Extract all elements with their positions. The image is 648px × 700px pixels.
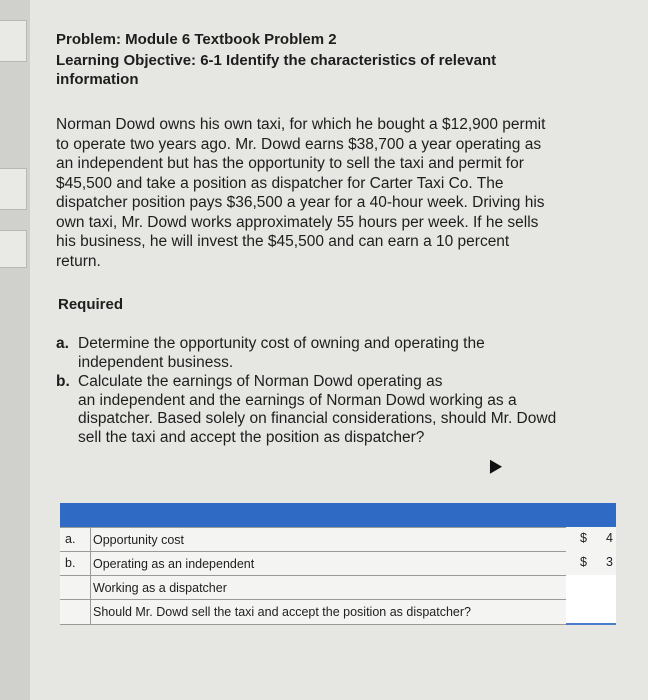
table-row (60, 599, 566, 625)
table-row (60, 527, 566, 552)
problem-title: Problem: Module 6 Textbook Problem 2 (56, 31, 337, 48)
left-edge-strip (0, 0, 30, 700)
description-line: an independent but has the opportunity to sell the taxi and permit for (56, 155, 524, 172)
row-label: Should Mr. Dowd sell the taxi and accept the position as dispatcher? (90, 600, 567, 624)
table-row (60, 575, 566, 600)
independent-earnings-input[interactable] (566, 551, 616, 575)
description-line: dispatcher position pays $36,500 a year for a 40-hour week. Driving his (56, 194, 545, 211)
currency-symbol: $ (580, 531, 587, 545)
requirement-line: Calculate the earnings of Norman Dowd operating as (78, 373, 443, 390)
required-heading: Required (58, 296, 124, 313)
answer-value: 3 (606, 555, 613, 569)
learning-objective-cont: information (56, 71, 139, 88)
requirement-a (78, 335, 618, 372)
learning-objective: Learning Objective: 6-1 Identify the characteristics of relevant (56, 52, 497, 69)
description-line: his business, he will invest the $45,500 and can earn a 10 percent (56, 233, 510, 250)
side-panel-box (0, 230, 27, 268)
description-line: own taxi, Mr. Dowd works approximately 55 hours per week. If he sells (56, 213, 539, 231)
requirement-line: an independent and the earnings of Norman Dowd working as a (78, 391, 517, 409)
row-label: Operating as an independent (90, 552, 567, 576)
requirement-letter: b. (56, 373, 70, 390)
requirement-line: sell the taxi and accept the position as dispatcher? (78, 428, 425, 446)
side-panel-box (0, 20, 27, 62)
dispatcher-earnings-input[interactable] (566, 575, 616, 601)
requirement-b (78, 373, 623, 447)
requirement-line: Determine the opportunity cost of owning and operating the (78, 335, 485, 352)
row-label: Working as a dispatcher (90, 576, 567, 600)
opportunity-cost-input[interactable] (566, 527, 616, 551)
answer-table (60, 503, 616, 633)
row-letter: a. (65, 532, 76, 546)
requirement-letter: a. (56, 335, 69, 352)
table-row (60, 551, 566, 576)
description-line: to operate two years ago. Mr. Dowd earns $38,700 a year operating as (56, 135, 542, 153)
decision-dropdown[interactable] (566, 599, 616, 625)
row-label: Opportunity cost (90, 528, 567, 552)
side-panel-box (0, 168, 27, 210)
table-header (60, 503, 616, 527)
problem-description (56, 115, 628, 271)
description-line: $45,500 and take a position as dispatcher for Carter Taxi Co. The (56, 174, 504, 192)
description-line: return. (56, 252, 101, 270)
row-letter: b. (65, 556, 76, 570)
description-line: Norman Dowd owns his own taxi, for which he bought a $12,900 permit (56, 116, 546, 133)
requirement-line: dispatcher. Based solely on financial considerations, should Mr. Dowd (78, 410, 557, 427)
currency-symbol: $ (580, 555, 587, 569)
answer-value: 4 (606, 531, 613, 545)
requirement-line: independent business. (78, 353, 234, 371)
